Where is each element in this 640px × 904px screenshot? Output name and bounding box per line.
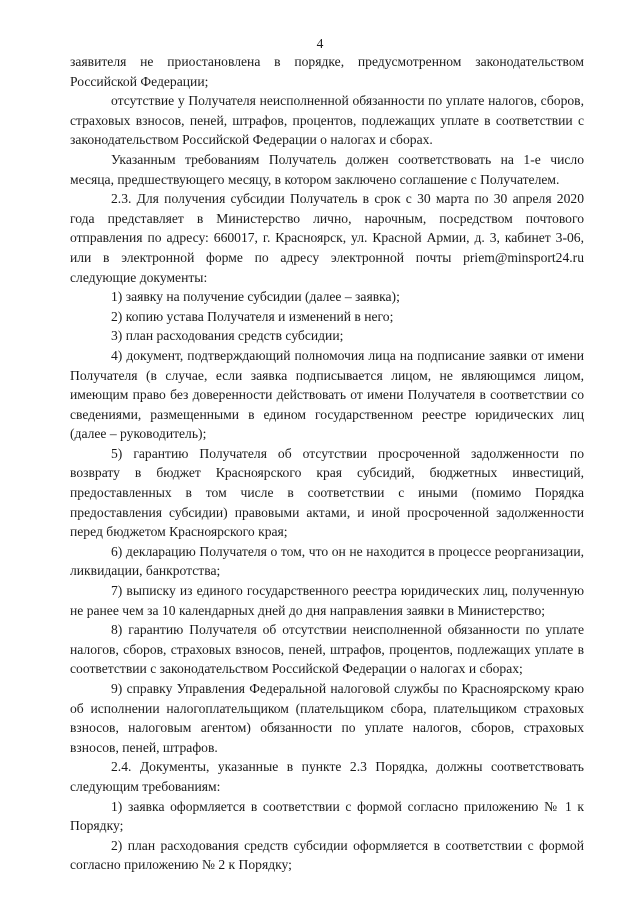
paragraph: заявителя не приостановлена в порядке, предусмотренном законодательством Российской Федерации; [70,54,584,89]
list-item: 6) декларацию Получателя о том, что он не находится в процессе реорганизации, ликвидации, банкротства; [70,543,584,579]
list-item: 2) копию устава Получателя и изменений в него; [111,308,394,324]
list-item: 1) заявка оформляется в соответствии с формой согласно приложению № 1 к Порядку; [70,798,584,834]
document-body [70,52,584,875]
page-number: 4 [316,36,324,51]
list-item: 3) план расходования средств субсидии; [111,328,344,344]
list-item: 2) план расходования средств субсидии оформляется в соответствии с формой согласно приложению № 2 к Порядку; [70,837,584,873]
list-item: 8) гарантию Получателя об отсутствии неисполненной обязанности по уплате налогов, сборов, страховых взносов, пеней, штрафов, процентов, подлежащих уплате в соответствии с законодательством Российской Федерации о налогах и сборах; [70,622,584,677]
list-item: 7) выписку из единого государственного реестра юридических лиц, полученную не ранее чем за 10 календарных дней до дня направления заявки в Министерство; [70,583,584,618]
paragraph: 2.4. Документы, указанные в пункте 2.3 Порядка, должны соответствовать следующим требованиям: [70,759,584,794]
list-item: 1) заявку на получение субсидии (далее – заявка); [111,289,400,305]
paragraph: 2.3. Для получения субсидии Получатель в срок с 30 марта по 30 апреля 2020 года представляет в Министерство лично, нарочным, посредством почтового отправления по адресу: 660017, г. Красноярск, ул. Красной Армии, д. 3, кабинет 3-06, или в электронной форме по адресу электронной почты priem@minsport24.ru следующие документы: [70,191,584,285]
paragraph: Указанным требованиям Получатель должен соответствовать на 1-е число месяца, предшествующего месяцу, в котором заключено соглашение с Получателем. [70,151,584,187]
list-item: 5) гарантию Получателя об отсутствии просроченной задолженности по возврату в бюджет Красноярского края субсидий, бюджетных инвестиций, предоставленных в том числе в соответствии с иными (помимо Порядка предоставления субсидии) правовыми актами, и иной просроченной задолженности перед бюджетом Красноярского края; [70,445,584,540]
list-item: 4) документ, подтверждающий полномочия лица на подписание заявки от имени Получателя (в случае, если заявка подписывается лицом, не являющимся лицом, имеющим право без доверенности действовать от имени Получателя в соответствии со сведениями, размещенными в едином государственном реестре юридических лиц (далее – руководитель); [70,347,584,442]
list-item: 9) справку Управления Федеральной налоговой службы по Красноярскому краю об исполнении налогоплательщиком (плательщиком сбора, плательщиком страховых взносов, налоговым агентом) обязанности по уплате налогов, сборов, страховых взносов, пеней, штрафов. [70,681,584,755]
paragraph: отсутствие у Получателя неисполненной обязанности по уплате налогов, сборов, страховых взносов, пеней, штрафов, процентов, подлежащих уплате в соответствии с законодательством Российской Федерации о налогах и сборах. [70,93,584,148]
